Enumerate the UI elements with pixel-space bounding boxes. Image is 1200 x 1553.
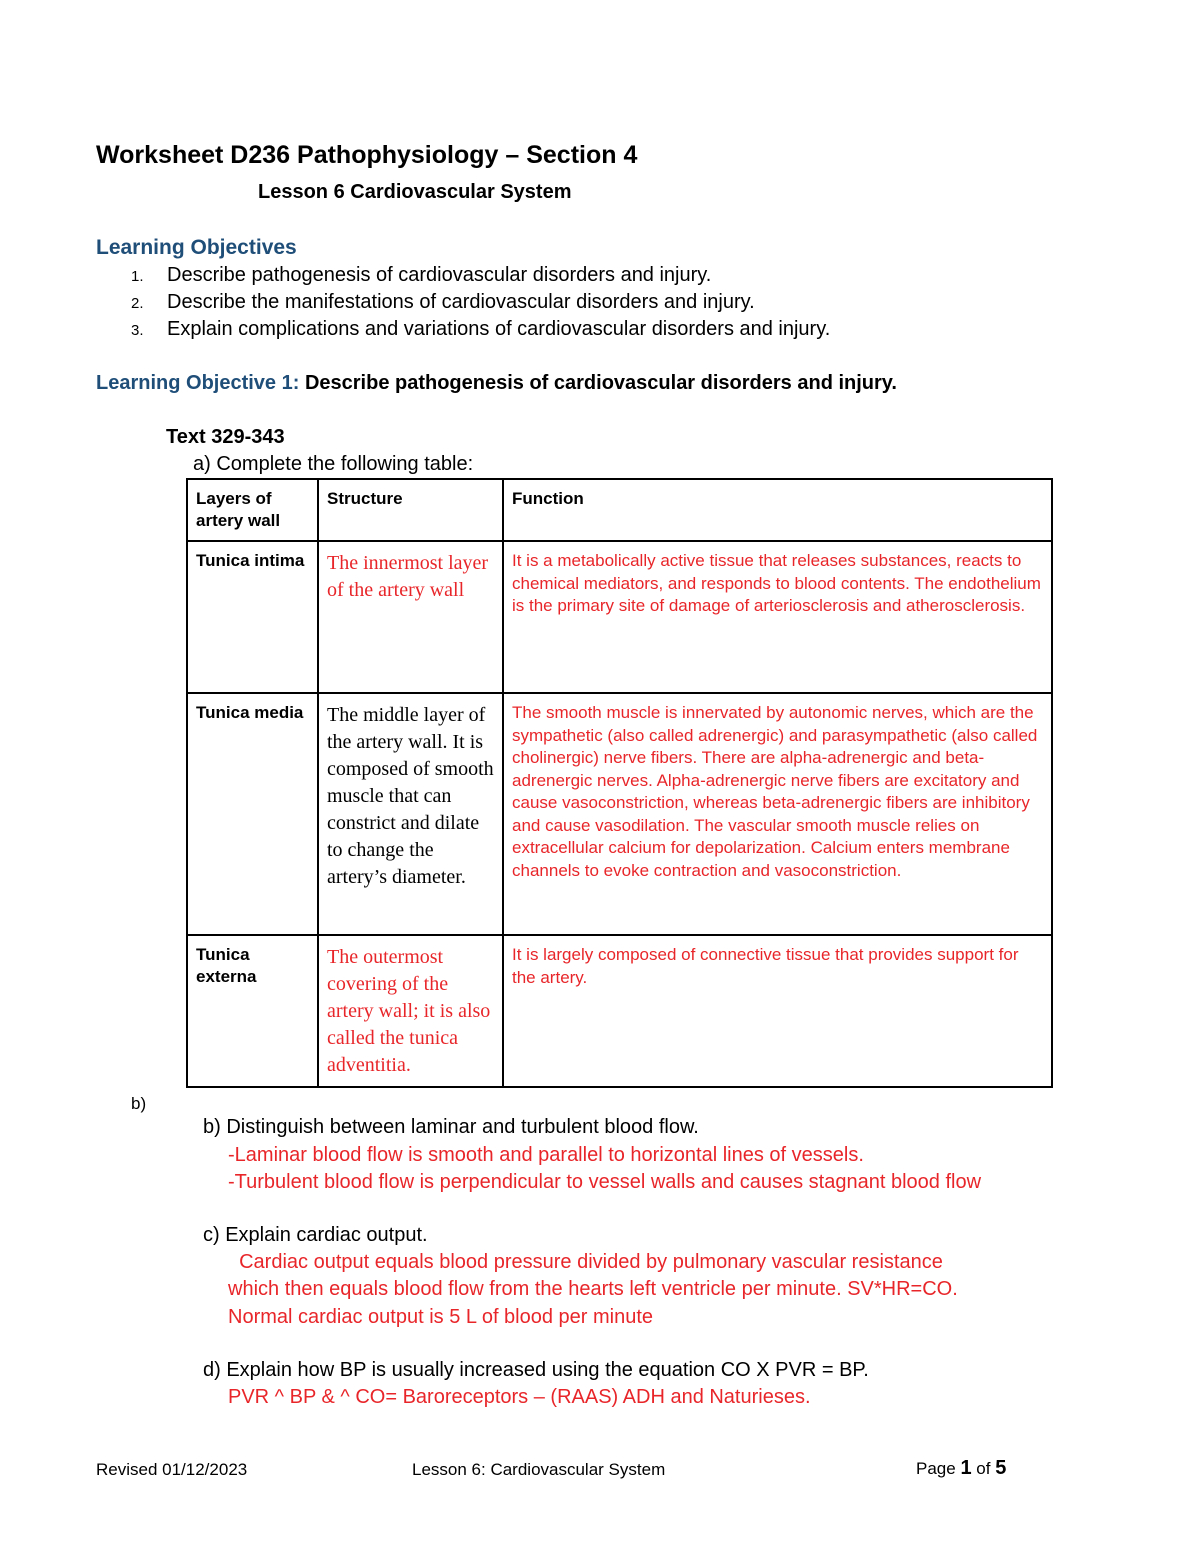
layer-name: Tunica media	[187, 693, 318, 935]
objective-text: Explain complications and variations of cardiovascular disorders and injury.	[167, 318, 831, 340]
worksheet-title: Worksheet D236 Pathophysiology – Section 4	[96, 141, 638, 169]
b-marker: b)	[131, 1094, 147, 1113]
table-row	[187, 693, 1052, 935]
text-reference: Text 329-343	[166, 426, 285, 448]
header-structure: Structure	[318, 479, 503, 541]
objective-item	[131, 291, 755, 314]
footer-revised-date: Revised 01/12/2023	[96, 1460, 248, 1479]
lo1-text: Describe pathogenesis of cardiovascular disorders and injury.	[299, 372, 897, 394]
layer-structure: The middle layer of the artery wall. It is composed of smooth muscle that can constrict and dilate to change the artery’s diameter.	[318, 693, 503, 935]
learning-objectives-heading: Learning Objectives	[96, 236, 297, 259]
answer-c-line: Normal cardiac output is 5 L of blood per minute	[228, 1306, 654, 1328]
header-function: Function	[503, 479, 1052, 541]
objective-text: Describe pathogenesis of cardiovascular disorders and injury.	[167, 264, 712, 286]
layer-structure: The outermost covering of the artery wall; it is also called the tunica adventitia.	[318, 935, 503, 1087]
question-d: d) Explain how BP is usually increased using the equation CO X PVR = BP.	[203, 1359, 869, 1381]
question-c: c) Explain cardiac output.	[203, 1224, 428, 1246]
answer-c-line: Cardiac output equals blood pressure divided by pulmonary vascular resistance	[228, 1251, 943, 1273]
objective-number: 1.	[131, 268, 144, 285]
footer-page-number	[916, 1457, 1006, 1480]
answer-b-line: -Turbulent blood flow is perpendicular to vessel walls and causes stagnant blood flow	[228, 1171, 982, 1193]
table-row	[187, 541, 1052, 693]
artery-layers-table	[186, 478, 1053, 1088]
of-word: of	[971, 1459, 996, 1478]
objective-item	[131, 264, 711, 287]
footer-lesson: Lesson 6: Cardiovascular System	[412, 1460, 666, 1479]
objective-text: Describe the manifestations of cardiovascular disorders and injury.	[167, 291, 755, 313]
header-layers: Layers of artery wall	[187, 479, 318, 541]
lesson-subtitle: Lesson 6 Cardiovascular System	[258, 181, 572, 203]
table-row	[187, 935, 1052, 1087]
table-instruction: a) Complete the following table:	[193, 453, 474, 475]
layer-function: It is a metabolically active tissue that releases substances, reacts to chemical mediators, and responds to blood contents. The endothelium is the primary site of damage of arteriosclerosis and atherosclerosis.	[503, 541, 1052, 693]
page-word: Page	[916, 1459, 961, 1478]
lo1-label: Learning Objective 1:	[96, 372, 300, 394]
page-current: 1	[960, 1457, 972, 1479]
layer-name: Tunica externa	[187, 935, 318, 1087]
answer-b-line: -Laminar blood flow is smooth and parallel to horizontal lines of vessels.	[228, 1144, 864, 1166]
answer-c-line: which then equals blood flow from the hearts left ventricle per minute. SV*HR=CO.	[228, 1278, 958, 1300]
objective-item	[131, 318, 830, 341]
objective-number: 3.	[131, 322, 144, 339]
layer-structure: The innermost layer of the artery wall	[318, 541, 503, 693]
learning-objective-1	[96, 372, 897, 395]
table-header-row	[187, 479, 1052, 541]
layer-function: It is largely composed of connective tissue that provides support for the artery.	[503, 935, 1052, 1087]
answer-d-line: PVR ^ BP & ^ CO= Baroreceptors – (RAAS) ADH and Naturieses.	[228, 1386, 811, 1408]
layer-function: The smooth muscle is innervated by autonomic nerves, which are the sympathetic (also called adrenergic) and parasympathetic (also called cholinergic) nerve fibers. There are alpha-adrenergic and beta-adrenergic nerves. Alpha-adrenergic nerve fibers are excitatory and cause vasoconstriction, whereas beta-adrenergic fibers are inhibitory and cause vasodilation. The vascular smooth muscle relies on extracellular calcium for depolarization. Calcium enters membrane channels to evoke contraction and vasoconstriction.	[503, 693, 1052, 935]
page-total: 5	[995, 1457, 1007, 1479]
objective-number: 2.	[131, 295, 144, 312]
question-b: b) Distinguish between laminar and turbulent blood flow.	[203, 1116, 699, 1138]
layer-name: Tunica intima	[187, 541, 318, 693]
